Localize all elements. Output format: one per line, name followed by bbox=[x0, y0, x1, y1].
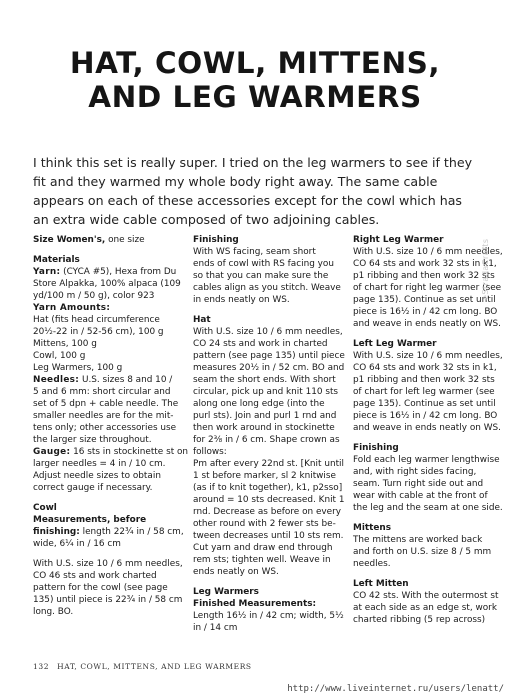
text-column-middle bbox=[193, 234, 345, 634]
text-line bbox=[193, 446, 341, 458]
text-line bbox=[353, 546, 501, 558]
body-text: of chart for right leg warmer (see bbox=[353, 283, 502, 293]
text-line bbox=[353, 410, 501, 422]
body-text: the larger size throughout. bbox=[33, 435, 152, 445]
page-footer bbox=[33, 662, 252, 671]
body-text: Mittens, 100 g bbox=[33, 339, 97, 349]
text-line bbox=[193, 314, 341, 326]
paragraph-gap bbox=[353, 434, 501, 442]
heading-text: Hat bbox=[193, 315, 211, 325]
source-url: http://www.liveinternet.ru/users/lenatt/ bbox=[287, 684, 504, 694]
text-line bbox=[193, 494, 345, 506]
body-text: larger needles = 4 in / 10 cm. bbox=[33, 459, 166, 469]
body-text: around = 10 sts decreased. Knit 1 bbox=[193, 495, 345, 505]
text-line bbox=[193, 586, 341, 598]
text-line bbox=[193, 542, 341, 554]
body-text: measures 20½ in / 52 cm. BO and bbox=[193, 363, 345, 373]
text-line bbox=[33, 526, 184, 538]
text-line bbox=[353, 534, 501, 546]
paragraph-gap bbox=[193, 578, 341, 586]
text-line bbox=[33, 570, 181, 582]
heading-text: Cowl bbox=[33, 503, 57, 513]
heading-text: Mittens bbox=[353, 523, 391, 533]
text-line bbox=[353, 362, 501, 374]
body-text: wide, 6¼ in / 16 cm bbox=[33, 539, 121, 549]
heading-text: Finishing bbox=[353, 443, 399, 453]
body-text: pattern for the cowl (see page bbox=[33, 583, 168, 593]
text-line bbox=[193, 282, 341, 294]
body-text: and weave in ends neatly on WS. bbox=[353, 319, 501, 329]
body-text: Pm after every 22nd st. [Knit until bbox=[193, 459, 344, 469]
body-text: p1 ribbing and then work 32 sts bbox=[353, 271, 495, 281]
body-text: pattern (see page 135) until piece bbox=[193, 351, 345, 361]
body-text: at each side as an edge st, work bbox=[353, 603, 497, 613]
text-line bbox=[33, 606, 181, 618]
text-line bbox=[353, 338, 501, 350]
body-text: cables align as you stitch. Weave bbox=[193, 283, 341, 293]
text-line bbox=[353, 374, 501, 386]
text-line bbox=[353, 478, 501, 490]
paragraph-gap bbox=[33, 550, 181, 558]
text-line bbox=[353, 258, 501, 270]
heading-text: Measurements, before bbox=[33, 515, 147, 525]
text-line bbox=[193, 422, 341, 434]
label-text: Yarn: bbox=[33, 267, 61, 277]
body-text: seam the short ends. With short bbox=[193, 375, 336, 385]
body-text: CO 24 sts and work in charted bbox=[193, 339, 328, 349]
label-text: Needles: bbox=[33, 375, 80, 385]
text-line bbox=[33, 326, 181, 338]
body-text: charted ribbing (5 rep across) bbox=[353, 615, 486, 625]
text-line bbox=[193, 362, 345, 374]
text-line bbox=[193, 566, 341, 578]
text-line bbox=[33, 278, 181, 290]
text-line bbox=[33, 266, 181, 278]
body-text: p1 ribbing and then work 32 sts bbox=[353, 375, 495, 385]
body-text: yd/100 m / 50 g), color 923 bbox=[33, 291, 155, 301]
body-text: page 135). Continue as set until bbox=[353, 295, 496, 305]
text-line bbox=[193, 338, 341, 350]
body-text: (CYCA #5), Hexa from Du bbox=[60, 267, 177, 277]
text-line bbox=[33, 350, 181, 362]
body-text: Length 16½ in / 42 cm; width, 5½ bbox=[193, 611, 344, 621]
heading-text: Materials bbox=[33, 255, 80, 265]
text-line bbox=[33, 398, 181, 410]
text-line bbox=[193, 374, 341, 386]
text-line bbox=[193, 530, 344, 542]
body-text: purl sts). Join and purl 1 rnd and bbox=[193, 411, 337, 421]
body-text: of chart for left leg warmer (see bbox=[353, 387, 495, 397]
text-line bbox=[33, 422, 181, 434]
text-line bbox=[193, 398, 341, 410]
text-line bbox=[193, 386, 341, 398]
text-column-left bbox=[33, 234, 189, 618]
text-line bbox=[193, 610, 344, 622]
heading-text: finishing: bbox=[33, 527, 80, 537]
text-line bbox=[33, 538, 181, 550]
body-text: rnd. Decrease as before on every bbox=[193, 507, 342, 517]
text-line bbox=[193, 622, 341, 634]
text-line bbox=[353, 422, 501, 434]
text-line bbox=[193, 482, 341, 494]
body-text: The mittens are worked back bbox=[353, 535, 483, 545]
text-line bbox=[193, 258, 341, 270]
text-line bbox=[353, 602, 501, 614]
text-line bbox=[193, 294, 341, 306]
body-text: follows: bbox=[193, 447, 227, 457]
text-line bbox=[33, 458, 181, 470]
body-text: Store Alpakka, 100% alpaca (109 bbox=[33, 279, 181, 289]
text-line bbox=[353, 466, 501, 478]
body-text: piece is 16½ in / 42 cm long. BO bbox=[353, 307, 498, 317]
body-text: Adjust needle sizes to obtain bbox=[33, 471, 161, 481]
body-text: With WS facing, seam short bbox=[193, 247, 316, 257]
text-line bbox=[193, 470, 341, 482]
heading-text: Right Leg Warmer bbox=[353, 235, 444, 245]
body-text: needles. bbox=[353, 559, 391, 569]
body-text: one size bbox=[105, 235, 145, 245]
text-line bbox=[33, 234, 181, 246]
watermark: eStradaCrafts bbox=[481, 238, 490, 300]
body-text: Cowl, 100 g bbox=[33, 351, 86, 361]
body-text: 16 sts in stockinette st on bbox=[70, 447, 189, 457]
text-line bbox=[353, 318, 501, 330]
body-text: ends of cowl with RS facing you bbox=[193, 259, 334, 269]
text-line bbox=[193, 410, 341, 422]
body-text: other round with 2 fewer sts be- bbox=[193, 519, 336, 529]
body-text: and forth on U.S. size 8 / 5 mm bbox=[353, 547, 492, 557]
body-text: circular, pick up and knit 110 sts bbox=[193, 387, 339, 397]
text-line bbox=[353, 578, 501, 590]
body-text: With U.S. size 10 / 6 mm needles, bbox=[353, 247, 503, 257]
text-line bbox=[33, 314, 181, 326]
text-line bbox=[353, 350, 501, 362]
text-line bbox=[353, 490, 501, 502]
body-text: seam. Turn right side out and bbox=[353, 479, 484, 489]
text-line bbox=[353, 306, 501, 318]
text-line bbox=[33, 582, 181, 594]
body-text: then work around in stockinette bbox=[193, 423, 335, 433]
text-line bbox=[193, 270, 341, 282]
text-line bbox=[193, 458, 344, 470]
text-line bbox=[353, 270, 501, 282]
body-text: Hat (fits head circumference bbox=[33, 315, 160, 325]
label-text: Gauge: bbox=[33, 447, 71, 457]
body-text: (as if to knit together), k1, p2sso] bbox=[193, 483, 343, 493]
heading-text: Size Women's, bbox=[33, 235, 106, 245]
text-line bbox=[353, 234, 501, 246]
text-line bbox=[353, 614, 501, 626]
paragraph-gap bbox=[353, 570, 501, 578]
paragraph-gap bbox=[33, 246, 181, 254]
body-text: and, with right sides facing, bbox=[353, 467, 477, 477]
body-text: With U.S. size 10 / 6 mm needles, bbox=[353, 351, 503, 361]
text-line bbox=[33, 434, 181, 446]
body-text: With U.S. size 10 / 6 mm needles, bbox=[193, 327, 343, 337]
body-text: so that you can make sure the bbox=[193, 271, 329, 281]
text-line bbox=[193, 598, 341, 610]
body-text: the leg and the seam at one side. bbox=[353, 503, 503, 513]
text-line bbox=[33, 594, 181, 606]
footer-section-title: HAT, COWL, MITTENS, AND LEG WARMERS bbox=[57, 662, 252, 671]
paragraph-gap bbox=[193, 306, 341, 314]
body-text: correct gauge if necessary. bbox=[33, 483, 153, 493]
text-line bbox=[353, 398, 501, 410]
label-text: Yarn Amounts: bbox=[33, 303, 111, 313]
body-text: length 22¾ in / 58 cm, bbox=[79, 527, 184, 537]
text-line bbox=[193, 554, 341, 566]
page-title-line-1: HAT, COWL, MITTENS, bbox=[69, 46, 441, 80]
text-line bbox=[193, 506, 341, 518]
text-line bbox=[33, 410, 181, 422]
body-text: tens only; other accessories use bbox=[33, 423, 177, 433]
text-line bbox=[33, 302, 181, 314]
body-text: CO 64 sts and work 32 sts in k1, bbox=[353, 259, 497, 269]
body-text: ends neatly on WS. bbox=[193, 567, 279, 577]
body-text: Cut yarn and draw end through bbox=[193, 543, 333, 553]
heading-text: Finishing bbox=[193, 235, 239, 245]
paragraph-gap bbox=[33, 494, 181, 502]
text-line bbox=[193, 326, 341, 338]
body-text: Leg Warmers, 100 g bbox=[33, 363, 123, 373]
text-line bbox=[353, 246, 501, 258]
body-text: in ends neatly on WS. bbox=[193, 295, 290, 305]
body-text: 135) until piece is 22¾ in / 58 cm bbox=[33, 595, 183, 605]
text-line bbox=[33, 446, 189, 458]
text-line bbox=[33, 514, 181, 526]
text-line bbox=[353, 522, 501, 534]
text-line bbox=[193, 518, 341, 530]
body-text: CO 64 sts and work 32 sts in k1, bbox=[353, 363, 497, 373]
body-text: CO 46 sts and work charted bbox=[33, 571, 157, 581]
text-line bbox=[353, 558, 501, 570]
body-text: long. BO. bbox=[33, 607, 74, 617]
body-text: 1 st before marker, sl 2 knitwise bbox=[193, 471, 336, 481]
paragraph-gap bbox=[353, 330, 501, 338]
text-line bbox=[33, 254, 181, 266]
body-text: and weave in ends neatly on WS. bbox=[353, 423, 501, 433]
text-line bbox=[33, 502, 181, 514]
text-line bbox=[33, 558, 181, 570]
body-text: along one long edge (into the bbox=[193, 399, 325, 409]
body-text: U.S. sizes 8 and 10 / bbox=[79, 375, 173, 385]
text-line bbox=[193, 350, 345, 362]
text-line bbox=[353, 590, 501, 602]
body-text: wear with cable at the front of bbox=[353, 491, 488, 501]
body-text: set of 5 dpn + cable needle. The bbox=[33, 399, 179, 409]
body-text: CO 42 sts. With the outermost st bbox=[353, 591, 499, 601]
text-line bbox=[33, 362, 181, 374]
text-line bbox=[33, 386, 181, 398]
paragraph-gap bbox=[353, 514, 501, 522]
body-text: rem sts; tighten well. Weave in bbox=[193, 555, 331, 565]
body-text: for 2⅜ in / 6 cm. Shape crown as bbox=[193, 435, 340, 445]
text-line bbox=[193, 234, 341, 246]
heading-text: Finished Measurements: bbox=[193, 599, 317, 609]
text-line bbox=[353, 386, 501, 398]
text-line bbox=[33, 470, 181, 482]
intro-paragraph: I think this set is really super. I tried on the leg warmers to see if they fit and they warmed my whole body right away. The same cable appears on each of these accessories except for the cowl which has an extra wide cable composed of two adjoining cables. bbox=[33, 155, 473, 227]
heading-text: Leg Warmers bbox=[193, 587, 259, 597]
heading-text: Left Leg Warmer bbox=[353, 339, 437, 349]
body-text: With U.S. size 10 / 6 mm needles, bbox=[33, 559, 183, 569]
text-line bbox=[353, 282, 501, 294]
text-line bbox=[33, 290, 181, 302]
text-line bbox=[353, 454, 501, 466]
body-text: 5 and 6 mm: short circular and bbox=[33, 387, 171, 397]
text-line bbox=[193, 434, 341, 446]
heading-text: Left Mitten bbox=[353, 579, 409, 589]
body-text: in / 14 cm bbox=[193, 623, 238, 633]
text-line bbox=[33, 338, 181, 350]
text-line bbox=[353, 442, 501, 454]
body-text: piece is 16½ in / 42 cm long. BO bbox=[353, 411, 498, 421]
body-text: smaller needles are for the mit- bbox=[33, 411, 174, 421]
body-text: 20½-22 in / 52-56 cm), 100 g bbox=[33, 327, 164, 337]
text-line bbox=[193, 246, 341, 258]
text-line bbox=[353, 294, 501, 306]
body-text: tween decreases until 10 sts rem. bbox=[193, 531, 344, 541]
text-line bbox=[353, 502, 501, 514]
text-line bbox=[33, 374, 181, 386]
body-text: page 135). Continue as set until bbox=[353, 399, 496, 409]
page-number: 132 bbox=[33, 662, 50, 671]
text-line bbox=[33, 482, 181, 494]
body-text: Fold each leg warmer lengthwise bbox=[353, 455, 500, 465]
page-title bbox=[60, 46, 450, 114]
page-title-line-2: AND LEG WARMERS bbox=[88, 80, 422, 114]
text-column-right bbox=[353, 234, 501, 626]
